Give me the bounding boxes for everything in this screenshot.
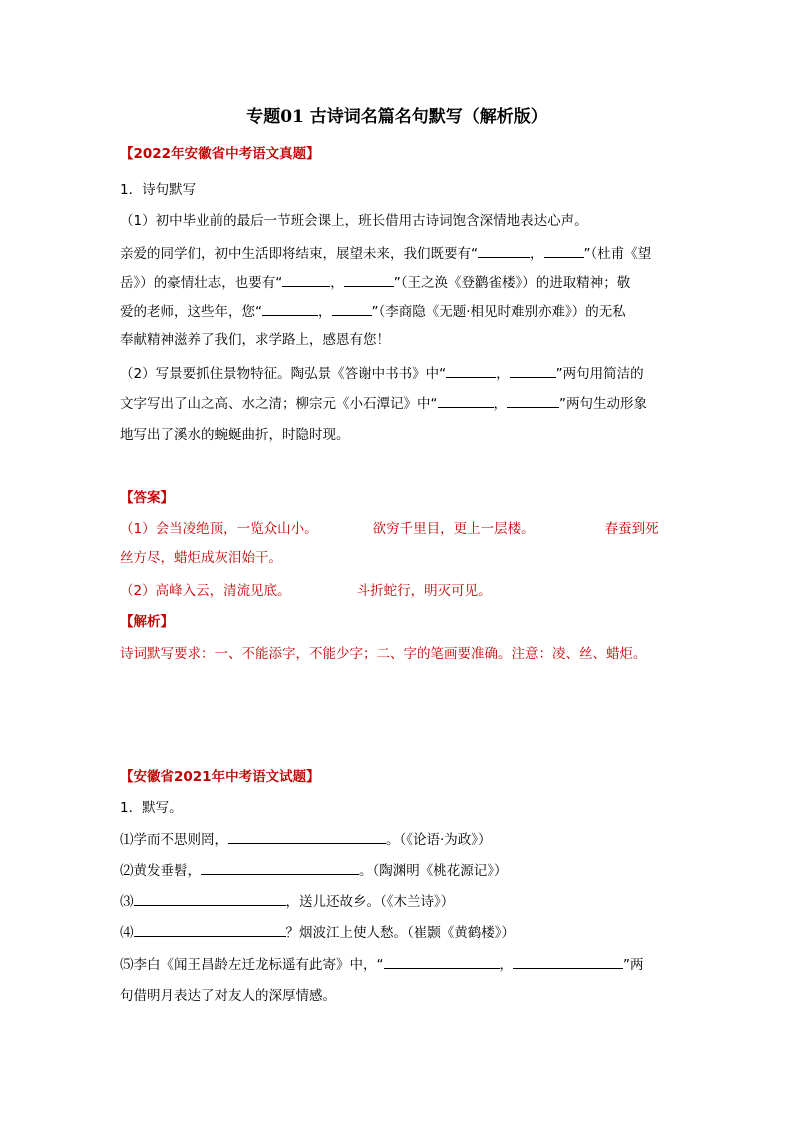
text-segment: ⑶ bbox=[120, 894, 134, 910]
question-item bbox=[120, 861, 680, 881]
text-segment: ”（杜甫《望 bbox=[583, 246, 652, 262]
question-number: 1．默写。 bbox=[120, 800, 183, 816]
question-paragraph: 地写出了溪水的蜿蜒曲折，时隐时现。 bbox=[120, 427, 350, 443]
text-segment: ⑴学而不思则罔， bbox=[120, 832, 228, 848]
question-number: 1．诗句默写 bbox=[120, 182, 197, 198]
text-segment: ”两句生动形象 bbox=[559, 396, 647, 412]
fill-blank[interactable] bbox=[513, 955, 623, 969]
text-segment: ， bbox=[318, 304, 332, 320]
text-segment: 。（《论语·为政》） bbox=[386, 832, 492, 848]
answer-text: （2）高峰入云，清流见底。 bbox=[120, 583, 291, 599]
fill-blank[interactable] bbox=[201, 861, 359, 875]
text-segment: ⑸李白《闻王昌龄左迁龙标遥有此寄》中，“ bbox=[120, 957, 384, 973]
fill-blank[interactable] bbox=[507, 393, 559, 408]
section-header-2021: 【安徽省2021年中考语文试题】 bbox=[120, 769, 320, 785]
question-paragraph: 奉献精神滋养了我们，求学路上，感恩有您！ bbox=[120, 332, 390, 348]
fill-blank[interactable] bbox=[282, 272, 330, 287]
answer-text: 欲穷千里目，更上一层楼。 bbox=[372, 521, 535, 537]
text-segment: ”（王之涣《登鹳雀楼》）的进取精神；敬 bbox=[393, 275, 631, 291]
question-paragraph: （1）初中毕业前的最后一节班会课上，班长借用古诗词饱含深情地表达心声。 bbox=[120, 213, 588, 229]
text-segment: 亲爱的同学们，初中生活即将结束，展望未来，我们既要有“ bbox=[120, 246, 478, 262]
question-item bbox=[120, 830, 680, 850]
text-segment: ， bbox=[530, 246, 544, 262]
question-item bbox=[120, 923, 680, 943]
fill-blank[interactable] bbox=[134, 892, 286, 906]
fill-blank[interactable] bbox=[446, 363, 496, 378]
text-segment: 岳》）的豪情壮志，也要有“ bbox=[120, 275, 283, 291]
question-paragraph bbox=[120, 363, 680, 384]
fill-blank[interactable] bbox=[228, 830, 386, 844]
text-segment: ⑷ bbox=[120, 925, 134, 941]
answer-label: 【答案】 bbox=[120, 490, 174, 506]
analysis-text: 诗词默写要求：一、不能添字，不能少字；二、字的笔画要准确。注意：凌、丝、蜡炬。 bbox=[120, 646, 647, 662]
fill-blank[interactable] bbox=[510, 363, 556, 378]
fill-blank[interactable] bbox=[134, 923, 286, 937]
text-segment: ， bbox=[493, 396, 507, 412]
question-item bbox=[120, 892, 680, 912]
text-segment: ⑵黄发垂髫， bbox=[120, 863, 201, 879]
text-segment: 爱的老师，这些年，您“ bbox=[120, 304, 262, 320]
answer-text: （1）会当凌绝顶，一览众山小。 bbox=[120, 521, 318, 537]
answer-text: 春蚕到死 bbox=[604, 521, 659, 537]
answer-text: 斗折蛇行，明灭可见。 bbox=[356, 583, 492, 599]
fill-blank[interactable] bbox=[478, 243, 530, 258]
question-item bbox=[120, 955, 680, 975]
text-segment: ”两句用简洁的 bbox=[555, 366, 644, 382]
question-paragraph bbox=[120, 243, 680, 264]
text-segment: ？烟波江上使人愁。（崔颢《黄鹤楼》） bbox=[285, 925, 515, 941]
fill-blank[interactable] bbox=[344, 272, 394, 287]
text-segment: ，送儿还故乡。（《木兰诗》） bbox=[285, 894, 455, 910]
text-segment: ”两 bbox=[623, 957, 644, 973]
fill-blank[interactable] bbox=[544, 243, 584, 258]
text-segment: 文字写出了山之高、水之清；柳宗元《小石潭记》中“ bbox=[120, 396, 438, 412]
answer-line: 丝方尽，蜡炬成灰泪始干。 bbox=[120, 550, 282, 566]
fill-blank[interactable] bbox=[332, 301, 372, 316]
fill-blank[interactable] bbox=[262, 301, 318, 316]
text-segment: ， bbox=[499, 957, 513, 973]
analysis-label: 【解析】 bbox=[120, 614, 174, 630]
text-segment: ， bbox=[330, 275, 344, 291]
text-segment: ”（李商隐《无题·相见时难别亦难》）的无私 bbox=[371, 304, 626, 320]
question-item: 句借明月表达了对友人的深厚情感。 bbox=[120, 988, 336, 1004]
text-segment: 。（陶渊明《桃花源记》） bbox=[359, 863, 508, 879]
page-title: 专题01 古诗词名篇名句默写（解析版） bbox=[246, 107, 548, 127]
section-header-2022: 【2022年安徽省中考语文真题】 bbox=[120, 146, 320, 162]
text-segment: ， bbox=[496, 366, 510, 382]
answer-line bbox=[120, 581, 680, 601]
question-paragraph bbox=[120, 301, 680, 322]
text-segment: （2）写景要抓住景物特征。陶弘景《答谢中书书》中“ bbox=[120, 366, 447, 382]
fill-blank[interactable] bbox=[384, 955, 500, 969]
answer-line bbox=[120, 519, 680, 539]
question-paragraph bbox=[120, 393, 680, 414]
question-paragraph bbox=[120, 272, 680, 293]
fill-blank[interactable] bbox=[438, 393, 494, 408]
